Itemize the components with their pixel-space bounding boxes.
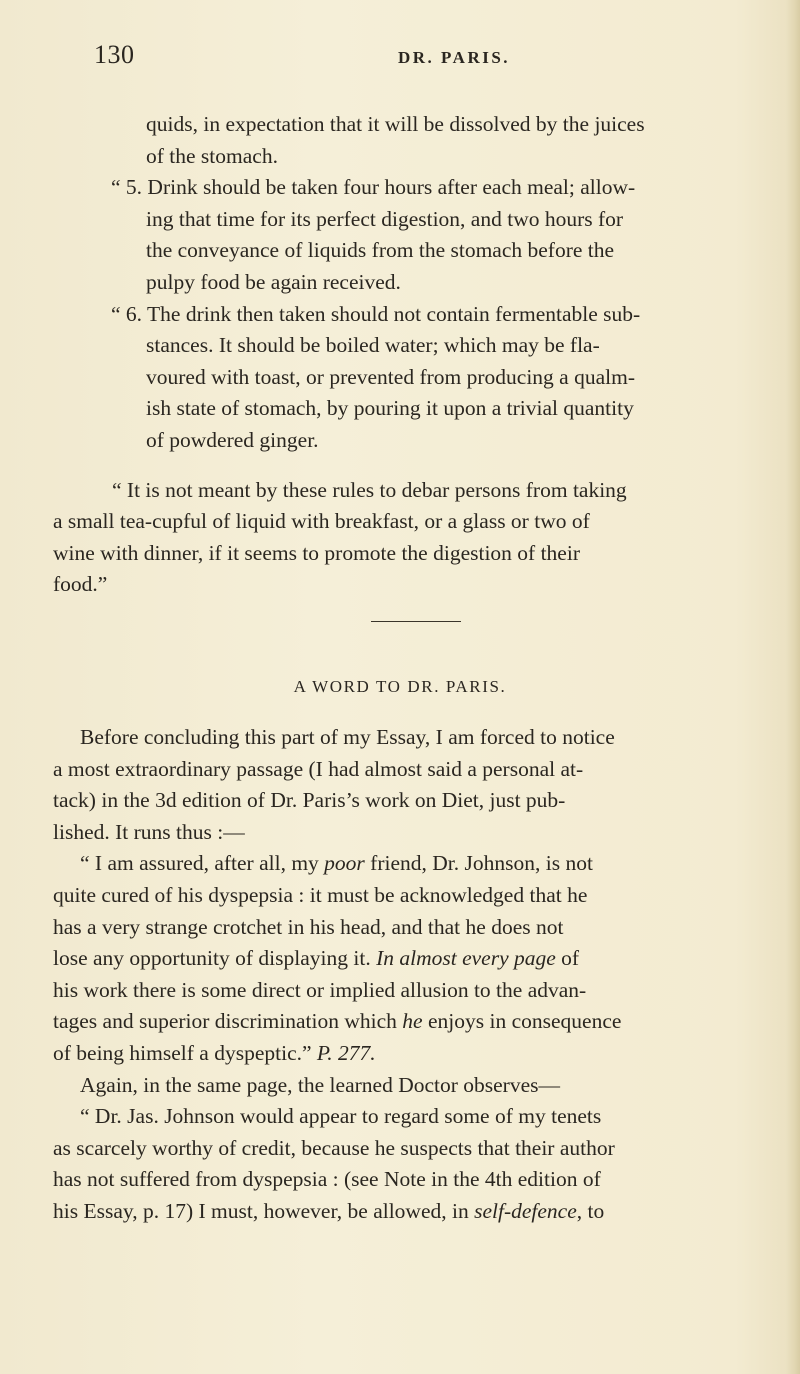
text-line: has a very strange crotchet in his head, and that he does not xyxy=(53,914,564,939)
text-line: lished. It runs thus :— xyxy=(53,819,245,844)
text-run: of being himself a dyspeptic.” xyxy=(53,1040,317,1065)
text-line xyxy=(53,848,793,880)
text-line: voured with toast, or prevented from producing a qualm- xyxy=(146,364,635,389)
text-line: a most extraordinary passage (I had almost said a personal at- xyxy=(53,756,584,781)
text-line xyxy=(53,1038,793,1070)
text-line xyxy=(53,1006,793,1038)
text-line: ing that time for its perfect digestion, and two hours for xyxy=(146,206,624,231)
text-run: friend, Dr. Johnson, is not xyxy=(364,851,593,876)
text-line: “ 6. The drink then taken should not contain fermentable sub- xyxy=(111,301,641,326)
text-line: quids, in expectation that it will be dissolved by the juices xyxy=(146,112,645,136)
text-line: “ Dr. Jas. Johnson would appear to regard some of my tenets xyxy=(80,1104,602,1129)
text-line xyxy=(53,943,793,975)
text-line: pulpy food be again received. xyxy=(146,269,401,294)
text-run: enjoys in consequence xyxy=(422,1009,622,1034)
text-line xyxy=(53,1196,793,1228)
text-run: of xyxy=(555,946,580,971)
text-line: stances. It should be boiled water; which may be fla- xyxy=(146,333,600,358)
text-line: tack) in the 3d edition of Dr. Paris’s work on Diet, just pub- xyxy=(53,788,566,813)
text-line: ish state of stomach, by pouring it upon a trivial quantity xyxy=(146,396,634,421)
text-run: , to xyxy=(576,1198,605,1223)
text-line: the conveyance of liquids from the stomach before the xyxy=(146,238,615,263)
page-header xyxy=(94,40,734,80)
text-line: wine with dinner, if it seems to promote the digestion of their xyxy=(53,540,580,565)
text-line: has not suffered from dyspepsia : (see Note in the 4th edition of xyxy=(53,1167,601,1192)
section-divider xyxy=(371,621,461,622)
italic-run: self-defence xyxy=(474,1198,577,1223)
page-reference: P. 277. xyxy=(316,1040,376,1065)
text-line: Again, in the same page, the learned Doctor observes— xyxy=(80,1072,561,1097)
text-line: as scarcely worthy of credit, because he suspects that their author xyxy=(53,1135,615,1160)
italic-run: In almost every page xyxy=(376,946,556,971)
text-line: quite cured of his dyspepsia : it must be acknowledged that he xyxy=(53,882,588,907)
page-number: 130 xyxy=(94,40,135,69)
text-line: of the stomach. xyxy=(146,143,278,168)
text-line: “ It is not meant by these rules to debar persons from taking xyxy=(112,477,627,502)
text-run: his Essay, p. 17) I must, however, be allowed, in xyxy=(53,1198,475,1223)
body-text-top xyxy=(53,109,793,601)
text-run: “ I am assured, after all, my xyxy=(80,851,325,876)
text-line: of powdered ginger. xyxy=(146,427,319,452)
text-line: Before concluding this part of my Essay, I am forced to notice xyxy=(80,725,615,749)
body-text-bottom xyxy=(53,722,793,1228)
text-run: lose any opportunity of displaying it. xyxy=(53,946,377,971)
text-line: “ 5. Drink should be taken four hours after each meal; allow- xyxy=(111,175,636,200)
italic-run: he xyxy=(402,1009,423,1034)
running-head: DR. PARIS. xyxy=(398,48,511,67)
text-line: food.” xyxy=(53,572,108,597)
section-heading: A WORD TO DR. PARIS. xyxy=(293,677,507,696)
italic-run: poor xyxy=(324,851,365,876)
text-line: a small tea-cupful of liquid with breakfast, or a glass or two of xyxy=(53,509,590,534)
text-run: tages and superior discrimination which xyxy=(53,1009,403,1034)
text-line: his work there is some direct or implied allusion to the advan- xyxy=(53,977,587,1002)
